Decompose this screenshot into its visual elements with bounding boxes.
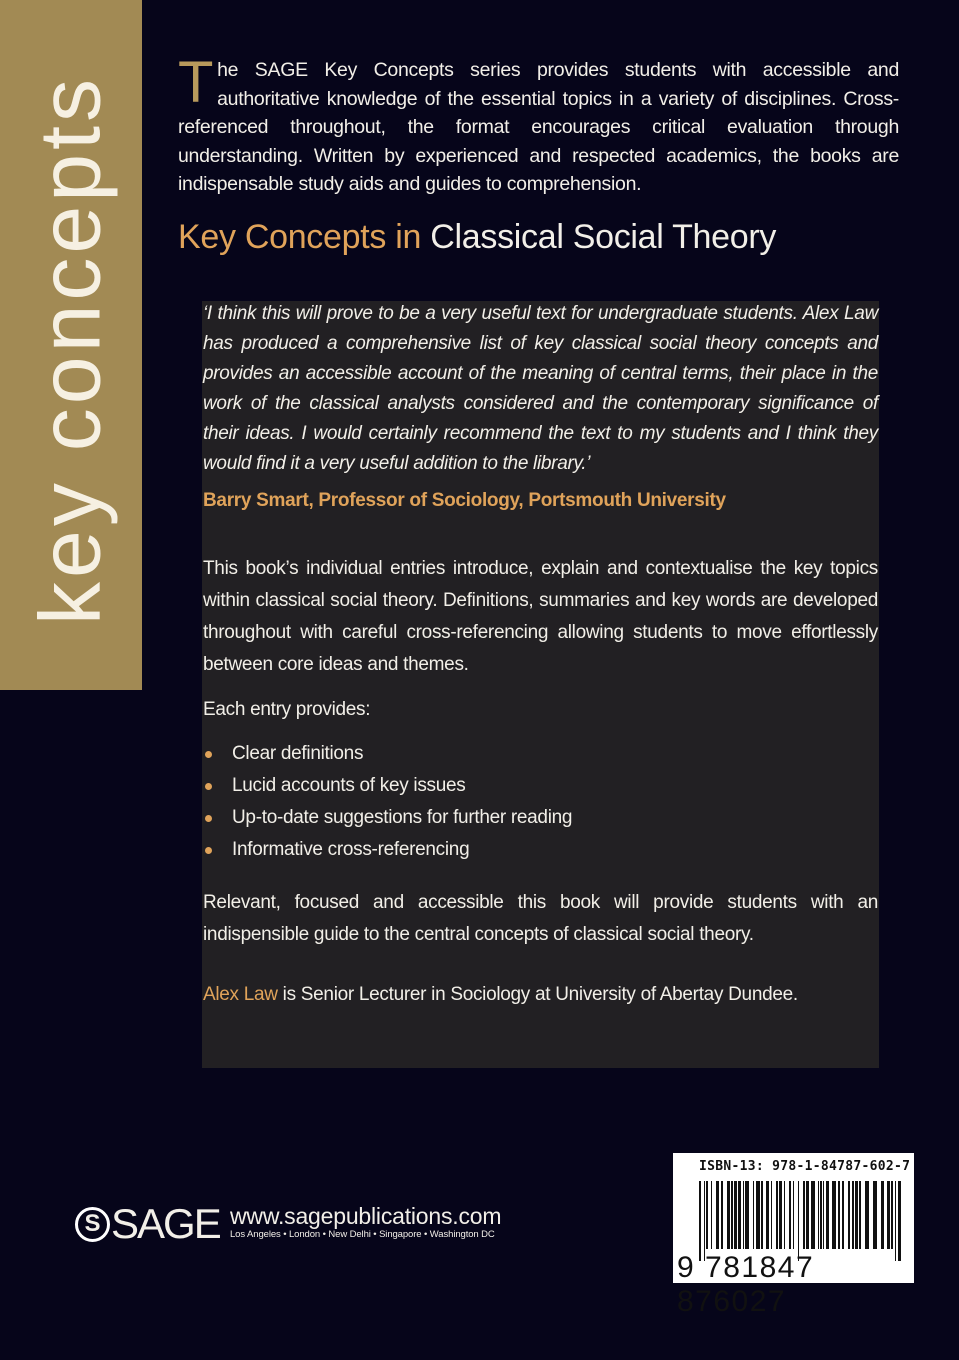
closing-statement: Relevant, focused and accessible this book will provide students with an indispensible guide to the central concepts of classical social theory. xyxy=(203,892,878,945)
barcode-bar xyxy=(766,1181,769,1249)
barcode-bar xyxy=(818,1181,819,1249)
barcode-bar xyxy=(706,1181,708,1249)
barcode-bar xyxy=(761,1181,763,1249)
barcode-bar xyxy=(887,1181,890,1249)
barcode-bar xyxy=(820,1181,822,1249)
series-intro xyxy=(178,50,899,199)
barcode-bar xyxy=(771,1181,772,1249)
barcode-bar xyxy=(716,1181,719,1249)
barcode-bar xyxy=(704,1181,705,1261)
list-item: Informative cross-referencing xyxy=(203,839,572,871)
barcode-bar xyxy=(806,1181,809,1249)
barcode-bar xyxy=(711,1181,712,1249)
barcode-bar xyxy=(826,1181,829,1249)
barcode-bar xyxy=(895,1181,896,1261)
barcode-bar xyxy=(756,1181,760,1249)
series-title-vertical: key concepts xyxy=(22,75,119,625)
bio-text: is Senior Lecturer in Sociology at University of Abertay Dundee. xyxy=(277,984,798,1005)
list-item: Up-to-date suggestions for further reading xyxy=(203,807,572,839)
barcode-bar xyxy=(859,1181,861,1249)
drop-cap: T xyxy=(178,50,214,115)
barcode-bar xyxy=(743,1181,744,1249)
publisher-cities: Los Angeles • London • New Delhi • Singapore • Washington DC xyxy=(230,1229,495,1240)
review-quote: ‘I think this will prove to be a very useful text for undergraduate students. Alex Law has produced a comprehensive list of key classical social theory concepts and provides an accessible account of the meaning of central terms, their place in the work of the classical analysts considered and the contemporary significance of their ideas. I would certainly recommend the text to my students and I think they would find it a very useful addition to the library.’ xyxy=(203,303,878,474)
sage-logo-word: SAGE xyxy=(111,1200,220,1247)
review-author: Barry Smart, Professor of Sociology, Portsmouth University xyxy=(203,490,726,511)
barcode-bar xyxy=(873,1181,877,1249)
ean-number: 9 781847 876027 xyxy=(677,1251,815,1318)
book-title xyxy=(178,218,776,257)
barcode-bar xyxy=(745,1181,749,1249)
title-main: Classical Social Theory xyxy=(430,218,777,256)
barcode-bar xyxy=(898,1181,901,1261)
barcode-bar xyxy=(838,1181,840,1249)
publisher-url: www.sagepublications.com xyxy=(230,1203,502,1229)
isbn-barcode xyxy=(673,1153,914,1318)
list-item: Clear definitions xyxy=(203,743,572,775)
barcode-bar xyxy=(776,1181,778,1249)
barcode-bar xyxy=(848,1181,850,1249)
feature-list xyxy=(203,743,572,871)
sage-logo xyxy=(75,1200,220,1247)
barcode-bar xyxy=(734,1181,737,1249)
barcode-bar xyxy=(731,1181,733,1249)
barcode-bar xyxy=(753,1181,754,1249)
barcode-bar xyxy=(789,1181,791,1249)
isbn-label: ISBN-13: 978-1-84787-602-7 xyxy=(699,1159,911,1174)
barcode-bar xyxy=(803,1181,805,1249)
barcode-bar xyxy=(891,1181,893,1249)
barcode-bar xyxy=(852,1181,854,1249)
barcode-bar xyxy=(738,1181,741,1249)
book-description: This book’s individual entries introduce, explain and contextualise the key topics within classical social theory. Definitions, summaries and key words are developed throughout with careful cross-referencing allowing students to move effortlessly between core ideas and themes. xyxy=(203,558,878,675)
barcode-bar xyxy=(842,1181,844,1249)
entry-intro: Each entry provides: xyxy=(203,699,371,720)
barcode-bar xyxy=(784,1181,785,1249)
barcode-bar xyxy=(855,1181,858,1249)
barcode-bar xyxy=(865,1181,869,1249)
barcode-bar xyxy=(699,1181,701,1261)
barcode-bar xyxy=(881,1181,884,1249)
barcode-bar xyxy=(798,1181,799,1261)
author-bio xyxy=(203,984,878,1006)
barcode-bar xyxy=(721,1181,723,1249)
author-name: Alex Law xyxy=(203,984,278,1005)
barcode-bar xyxy=(793,1181,794,1249)
list-item: Lucid accounts of key issues xyxy=(203,775,572,807)
barcode-bar xyxy=(832,1181,836,1249)
intro-text: he SAGE Key Concepts series provides students with accessible and authoritative knowledge of the essential topics in a variety of disciplines. Cross-referenced throughout, the format encourages critical evaluation through understanding. Written by experienced and respected academics, the books are indispensable study aids and guides to comprehension. xyxy=(178,59,899,195)
barcode-bar xyxy=(727,1181,730,1249)
title-prefix: Key Concepts in xyxy=(178,218,422,256)
barcode-bar xyxy=(811,1181,815,1249)
barcode-bar xyxy=(779,1181,782,1249)
barcode-bar xyxy=(823,1181,824,1249)
key-concepts-band xyxy=(0,0,142,690)
sage-logo-mark-icon: S xyxy=(75,1207,110,1242)
barcode-bars xyxy=(699,1181,904,1261)
